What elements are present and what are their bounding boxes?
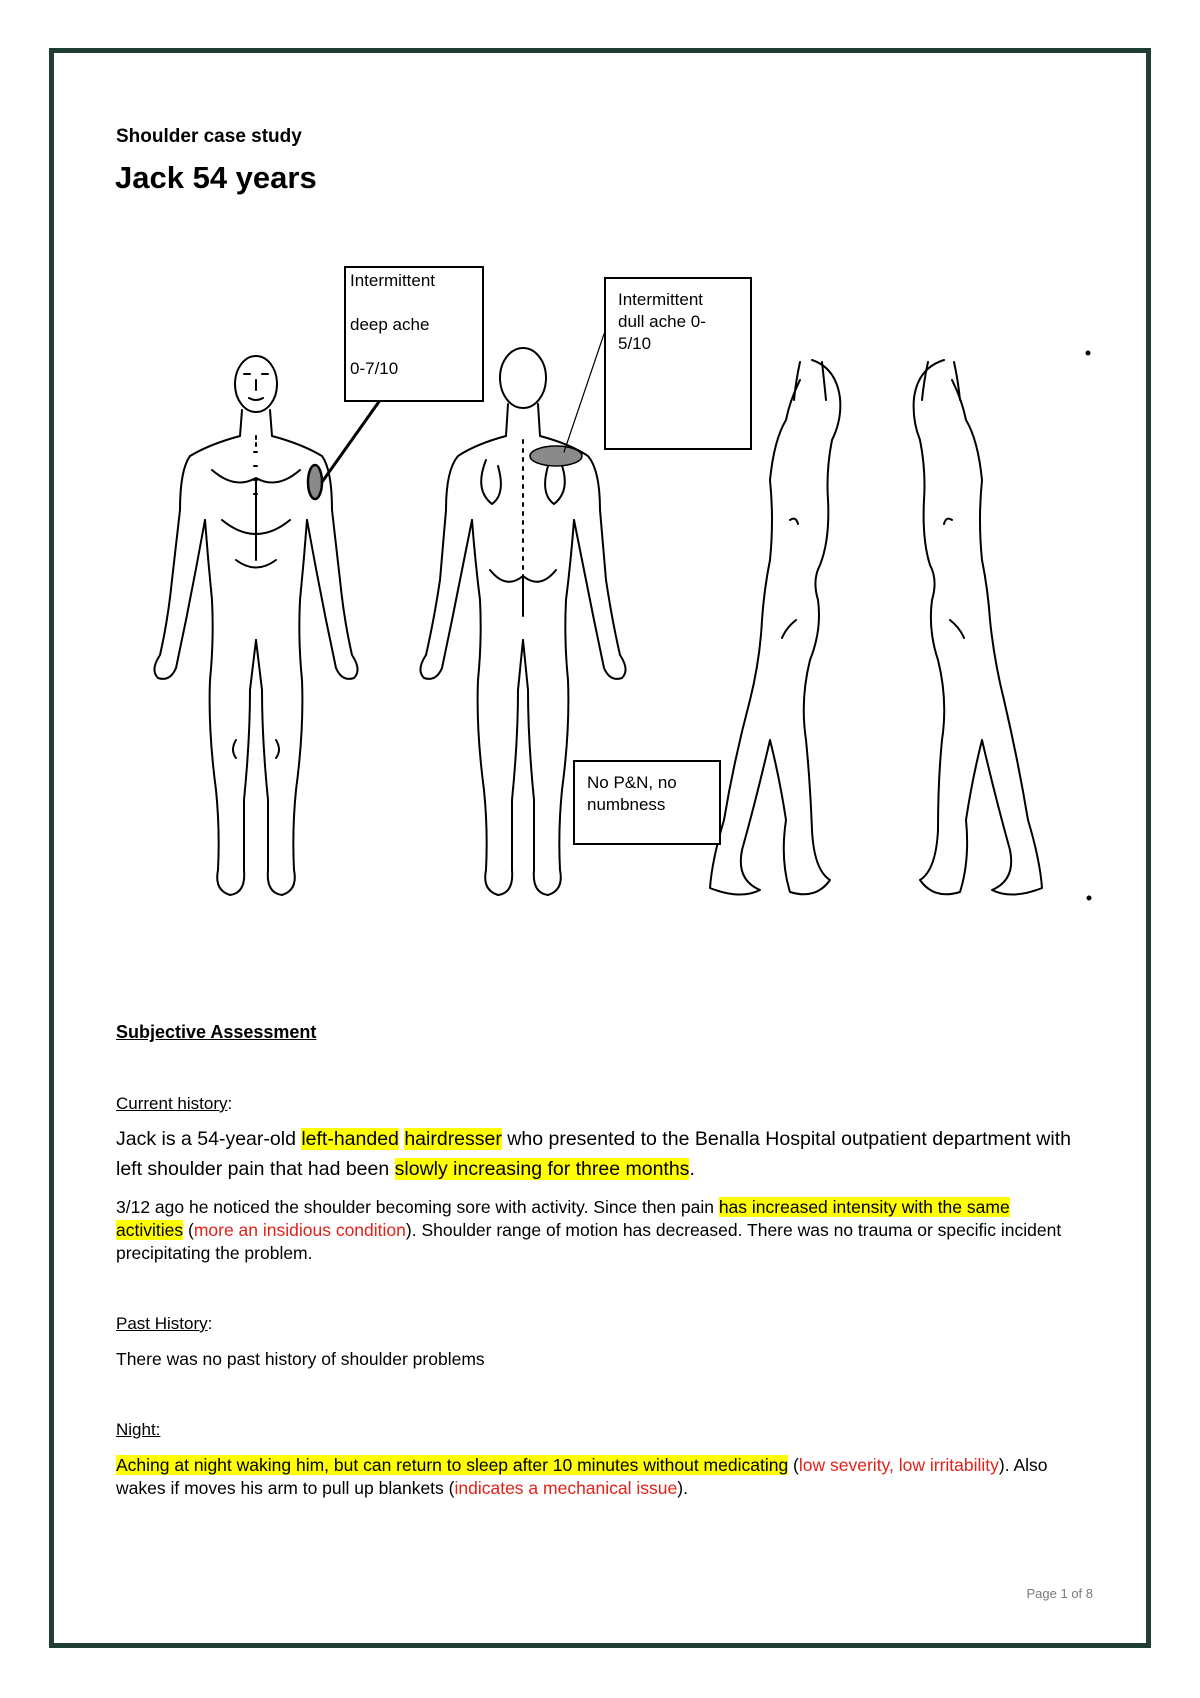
paragraph-current-history-2 [116,1196,1076,1265]
callout-line: numbness [587,795,666,814]
subheading-night: Night: [116,1420,161,1439]
highlight-aching-at-night: Aching at night waking him, but can return to sleep after 10 minutes without medicating [116,1455,789,1475]
callout-no-pins-needles [573,760,721,845]
callout-line: deep ache [350,315,430,334]
text-run: ( [183,1220,194,1240]
body-figure-side-left [914,360,1042,895]
callout-line: 0-7/10 [350,359,399,378]
paragraph-past-history: There was no past history of shoulder problems [116,1349,485,1369]
subheading-suffix: : [207,1314,213,1333]
text-run: 3/12 ago he noticed the shoulder becoming sore with activity. Since then pain [116,1197,719,1217]
callout-leader-1 [322,396,383,482]
text-run: ( [788,1455,799,1475]
text-run: ). [677,1478,688,1498]
text-run: Jack is a 54-year-old [116,1128,302,1150]
text-run: ). Shoulder range of motion has decreased. There was no trauma or specific incident precipitating the problem. [116,1220,1062,1263]
callout-line: 5/10 [618,334,652,353]
callout-back-shoulder-pain [604,277,752,450]
red-note-mechanical: indicates a mechanical issue [454,1478,678,1498]
document-title: Jack 54 years [115,160,317,195]
callout-leader-2 [564,334,604,452]
callout-line: dull ache 0- [618,312,706,331]
subheading-label: Past History [116,1314,208,1333]
text-run: who presented to the Benalla Hospital outpatient department with left shoulder pain that had been [116,1128,1071,1180]
paragraph-night [116,1454,1076,1500]
highlight-slowly-increasing: slowly increasing for three months [394,1158,690,1180]
text-run: . [689,1158,695,1180]
body-figure-front [154,356,357,895]
highlight-increased-intensity: has increased intensity with the same activities [116,1197,1010,1240]
page-number: Page 1 of 8 [1026,1586,1093,1601]
paragraph-current-history-1 [116,1124,1076,1184]
dot-marker [1087,352,1090,355]
red-note-severity: low severity, low irritability [798,1455,999,1475]
pain-area-front-shoulder [308,465,322,499]
subheading-past-history [116,1314,212,1334]
highlight-left-handed: left-handed [301,1128,399,1150]
callout-line [350,336,478,358]
callout-line: No P&N, no [587,773,677,792]
callout-line: Intermittent [618,290,704,309]
subheading-label: Current history [116,1094,228,1113]
section-heading-subjective: Subjective Assessment [116,1022,317,1042]
callout-line: Intermittent [350,271,436,290]
text-run: ). Also wakes if moves his arm to pull up blankets ( [116,1455,1048,1498]
red-note-insidious: more an insidious condition [193,1220,406,1240]
highlight-hairdresser: hairdresser [404,1128,502,1150]
subheading-suffix: : [227,1094,233,1113]
dot-marker [1088,897,1091,900]
callout-line [350,292,478,314]
callout-front-shoulder-pain [344,266,484,402]
subheading-current-history [116,1094,232,1114]
pain-area-back-shoulder [530,446,582,466]
document-subtitle: Shoulder case study [116,126,302,147]
